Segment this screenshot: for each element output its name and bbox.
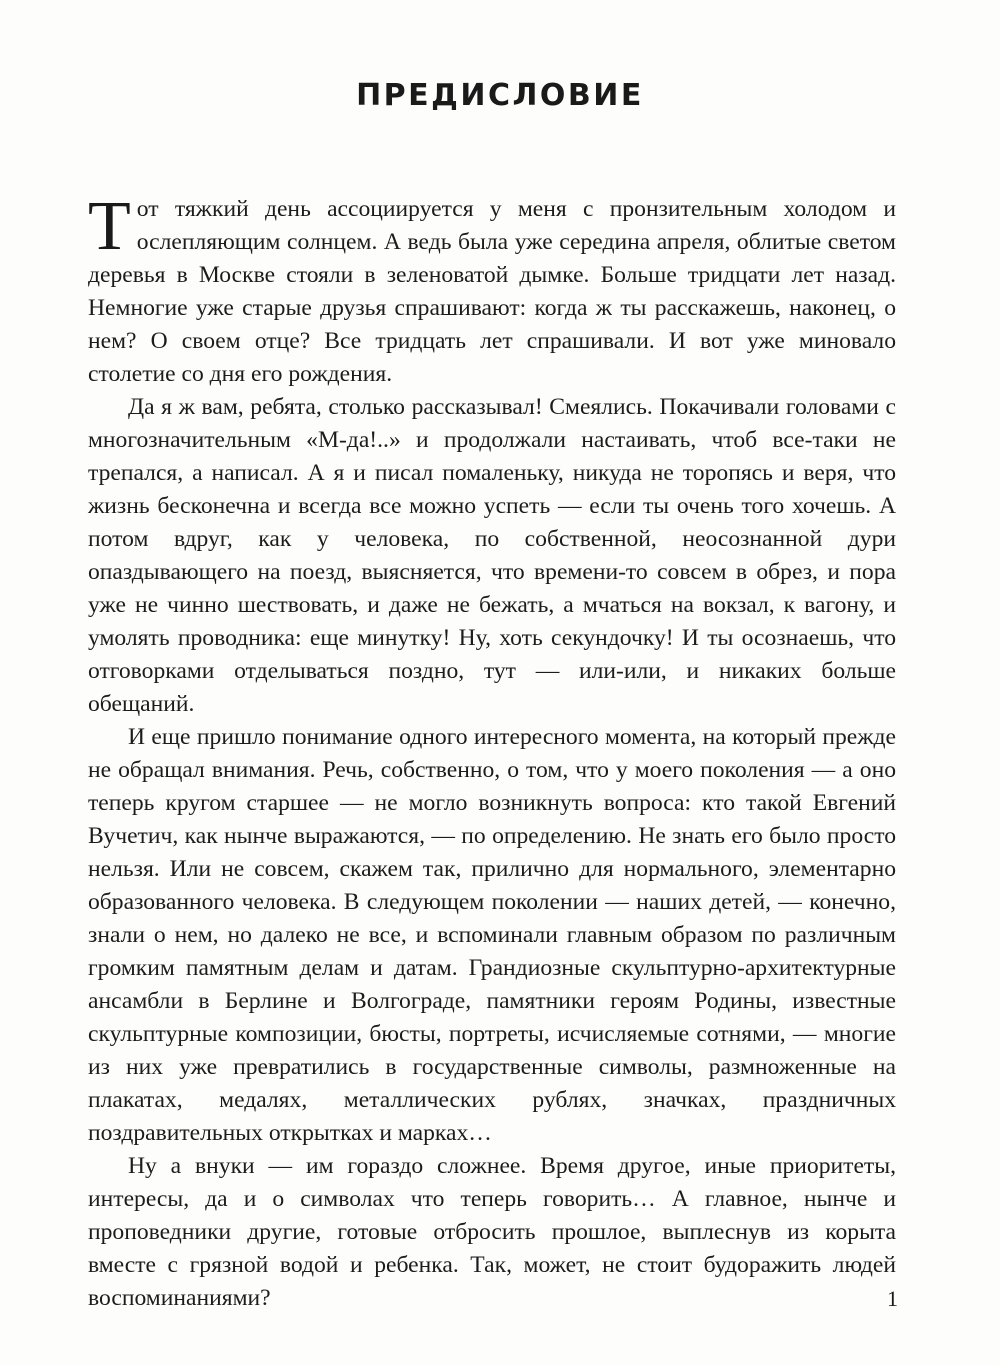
drop-cap: Т	[88, 188, 131, 265]
page-number: 1	[887, 1286, 898, 1311]
paragraph-2: Да я ж вам, ребята, столько рассказывал! Смеялись. Покачивали головами с многозначительным «М-да!..» и продолжали настаивать, чтоб все-таки не трепался, а написал. А я и писал помаленьку, никуда не торопясь и веря, что жизнь бесконечна и всегда все можно успеть — если ты очень того хочешь. А потом вдруг, как у человека, по собственной, неосознанной дури опаздывающего на поезд, выясняется, что времени-то совсем в обрез, и пора уже не чинно шествовать, и даже не бежать, а мчаться на вокзал, к вагону, и умолять проводника: еще минутку! Ну, хоть секундочку! И ты осознаешь, что отговорками отделываться поздно, тут — или-или, и никаких больше обещаний.	[88, 394, 896, 717]
body-text	[88, 188, 896, 1315]
paragraph-1	[88, 188, 896, 391]
page-title: ПРЕДИСЛОВИЕ	[356, 78, 644, 113]
paragraph-4: Ну а внуки — им гораздо сложнее. Время другое, иные приоритеты, интересы, да и о символах что теперь говорить… А главное, нынче и проповедники другие, готовые отбросить прошлое, выплеснув из корыта вместе с грязной водой и ребенка. Так, может, не стоит будоражить людей воспоминаниями?	[88, 1153, 896, 1311]
paragraph-1-text: от тяжкий день ассоциируется у меня с пронзительным холодом и ослепляющим солнцем. А ведь была уже середина апреля, облитые светом деревья в Москве стояли в зеленоватой дымке. Больше тридцати лет назад. Немногие уже старые друзья спрашивают: когда ж ты расскажешь, наконец, о нем? О своем отце? Все тридцать лет спрашивали. И вот уже миновало столетие со дня его рождения.	[88, 196, 896, 387]
paragraph-3: И еще пришло понимание одного интересного момента, на который прежде не обращал внимания. Речь, собственно, о том, что у моего поколения — а оно теперь кругом старшее — не могло возникнуть вопроса: кто такой Евгений Вучетич, как нынче выражаются, — по определению. Не знать его было просто нельзя. Или не совсем, скажем так, прилично для нормального, элементарно образованного человека. В следующем поколении — наших детей, — конечно, знали о нем, но далеко не все, и вспоминали главным образом по различным громким памятным делам и датам. Грандиозные скульптурно-архитектурные ансамбли в Берлине и Волгограде, памятники героям Родины, известные скульптурные композиции, бюсты, портреты, исчисляемые сотнями, — многие из них уже превратились в государственные символы, размноженные на плакатах, медалях, металлических рублях, значках, праздничных поздравительных открытках и марках…	[88, 724, 896, 1146]
